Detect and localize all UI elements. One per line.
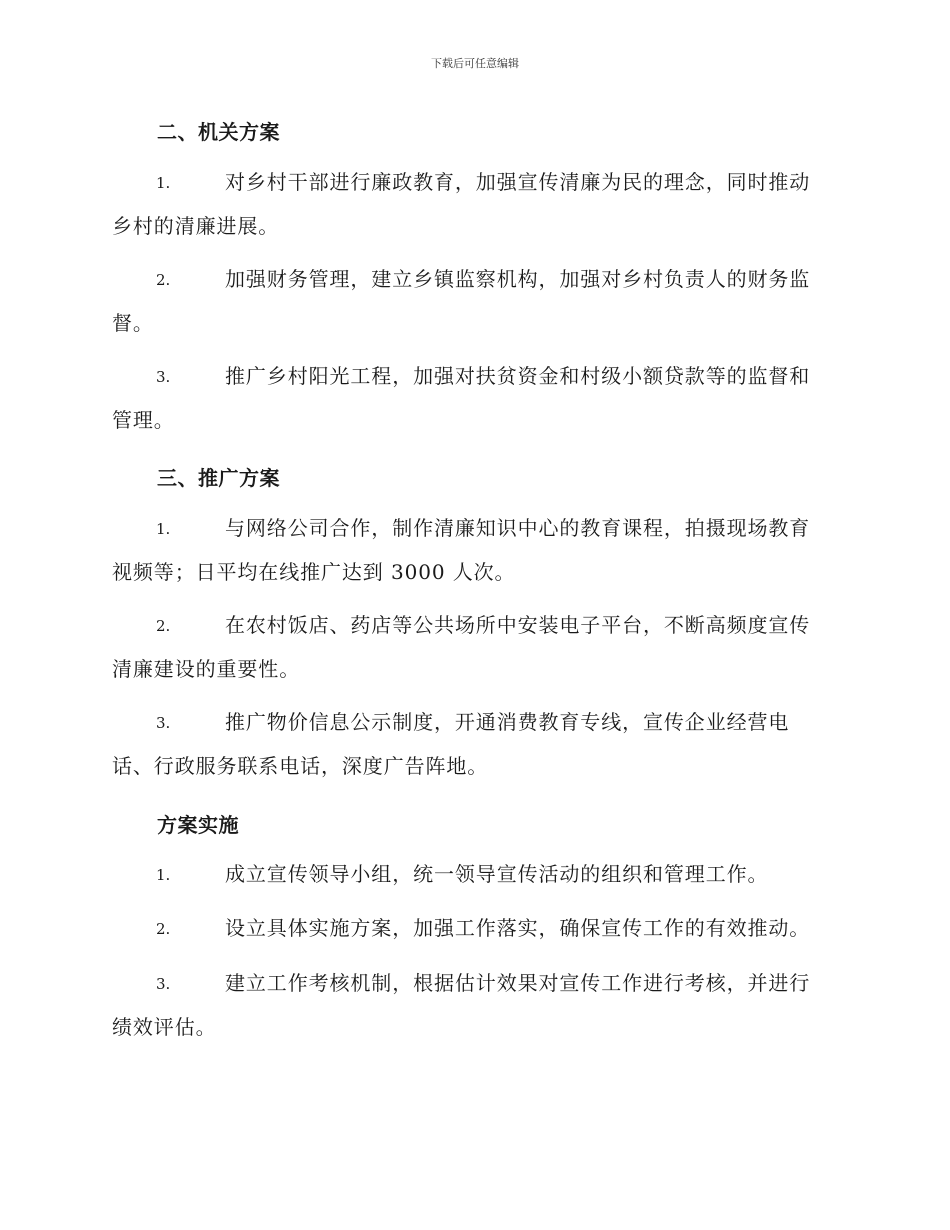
item-text-continued: 管理。: [112, 408, 175, 432]
section-heading-tuiguang: 三、推广方案: [157, 466, 280, 490]
item-text: 推广物价信息公示制度，开通消费教育专线，宣传企业经营电: [225, 710, 790, 734]
item-number: 3.: [156, 368, 171, 386]
item-number: 1.: [156, 520, 171, 538]
list-item: [112, 973, 834, 1061]
list-item: [112, 864, 834, 908]
item-number: 1.: [156, 866, 171, 884]
item-text-continued: 视频等；日平均在线推广达到 3000 人次。: [112, 560, 516, 584]
list-item: [112, 712, 834, 800]
list-item: [112, 918, 834, 962]
item-number: 2.: [156, 920, 171, 938]
list-item: [112, 615, 834, 703]
item-text: 在农村饭店、药店等公共场所中安装电子平台，不断高频度宣传: [225, 613, 811, 637]
item-text-continued: 话、行政服务联系电话，深度广告阵地。: [112, 754, 489, 778]
item-text-continued: 督。: [112, 311, 154, 335]
list-item: [112, 518, 834, 606]
item-number: 1.: [156, 174, 171, 192]
item-text: 建立工作考核机制，根据估计效果对宣传工作进行考核，并进行: [225, 971, 811, 995]
item-number: 2.: [156, 617, 171, 635]
item-text: 加强财务管理，建立乡镇监察机构，加强对乡村负责人的财务监: [225, 267, 811, 291]
item-text: 推广乡村阳光工程，加强对扶贫资金和村级小额贷款等的监督和: [225, 364, 811, 388]
item-number: 3.: [156, 714, 171, 732]
item-text: 与网络公司合作，制作清廉知识中心的教育课程，拍摄现场教育: [225, 516, 811, 540]
list-item: [112, 269, 834, 357]
section-heading-shishi: 方案实施: [157, 813, 239, 837]
section-heading-jiguan: 二、机关方案: [157, 120, 280, 144]
item-text-continued: 清廉建设的重要性。: [112, 657, 301, 681]
item-text-continued: 乡村的清廉进展。: [112, 214, 280, 238]
list-item: [112, 172, 834, 260]
item-text: 对乡村干部进行廉政教育，加强宣传清廉为民的理念，同时推动: [225, 170, 811, 194]
item-number: 3.: [156, 975, 171, 993]
item-number: 2.: [156, 271, 171, 289]
item-text: 成立宣传领导小组，统一领导宣传活动的组织和管理工作。: [225, 862, 769, 886]
item-text-continued: 绩效评估。: [112, 1015, 217, 1039]
item-text: 设立具体实施方案，加强工作落实，确保宣传工作的有效推动。: [225, 916, 811, 940]
header-note: 下载后可任意编辑: [431, 57, 519, 70]
list-item: [112, 366, 834, 454]
